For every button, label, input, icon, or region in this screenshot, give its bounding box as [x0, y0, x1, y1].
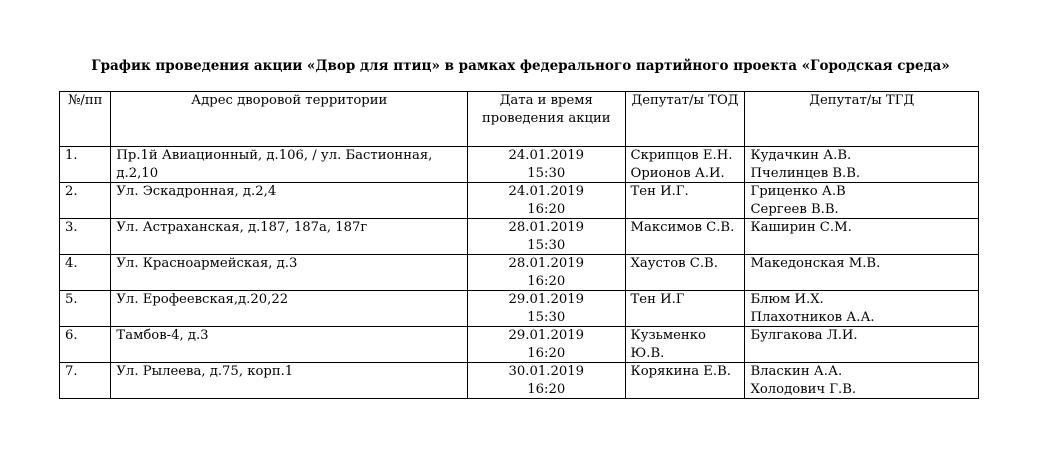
row-num: 7. [60, 363, 111, 399]
row-time: 15:30 [527, 237, 566, 253]
table-row [60, 363, 979, 399]
row-deputy-tod: Корякина Е.В. [630, 364, 731, 379]
row-deputy-tgd-2: Сергеев В.В. [750, 201, 839, 217]
schedule-table [59, 91, 979, 399]
table-row [60, 291, 979, 327]
row-date: 28.01.2019 [508, 220, 585, 235]
row-address: Ул. Красноармейская, д.3 [116, 256, 298, 271]
row-date: 28.01.2019 [508, 256, 585, 271]
table-row [60, 183, 979, 219]
header-deputy-tgd: Депутат/ы ТГД [745, 92, 979, 147]
row-time: 16:20 [527, 201, 566, 217]
header-address: Адрес дворовой территории [111, 92, 468, 147]
row-address: Ул. Рылеева, д.75, корп.1 [116, 364, 294, 379]
row-time: 16:20 [527, 273, 566, 289]
row-deputy-tod: Максимов С.В. [630, 220, 735, 235]
row-date: 30.01.2019 [508, 364, 585, 379]
row-num: 4. [60, 255, 111, 291]
header-datetime: Дата и время проведения акции [468, 92, 625, 147]
row-deputy-tod: Кузьменко Ю.В. [630, 328, 706, 361]
table-row [60, 219, 979, 255]
row-address: Ул. Эскадронная, д.2,4 [116, 184, 277, 199]
row-time: 15:30 [527, 165, 566, 181]
row-date: 29.01.2019 [508, 292, 585, 307]
row-address: Пр.1й Авиационный, д.106, / ул. Бастионная, д.2,10 [116, 148, 433, 181]
header-deputy-tod: Депутат/ы ТОД [625, 92, 745, 147]
row-time: 16:20 [527, 381, 566, 397]
row-num: 2. [60, 183, 111, 219]
row-deputy-tgd-2: Пчелинцев В.В. [750, 165, 861, 181]
row-deputy-tgd-1: Кудачкин А.В. [750, 148, 852, 163]
row-num: 1. [60, 147, 111, 183]
row-deputy-tgd-2: Плахотников А.А. [750, 309, 875, 325]
row-deputy-tgd-1: Македонская М.В. [750, 256, 881, 271]
row-deputy-tgd-1: Блюм И.Х. [750, 292, 824, 307]
row-date: 29.01.2019 [508, 328, 585, 343]
row-address: Ул. Астраханская, д.187, 187а, 187г [116, 220, 368, 235]
row-address: Тамбов-4, д.3 [116, 328, 209, 343]
row-deputy-tgd-1: Власкин А.А. [750, 364, 843, 379]
row-deputy-tod: Тен И.Г [630, 292, 685, 307]
row-num: 5. [60, 291, 111, 327]
row-num: 3. [60, 219, 111, 255]
row-deputy-tod: Хаустов С.В. [630, 256, 718, 271]
table-row [60, 147, 979, 183]
row-deputy-tgd-1: Булгакова Л.И. [750, 328, 858, 343]
row-deputy-tgd-2: Холодович Г.В. [750, 381, 857, 397]
header-num: №/пп [60, 92, 111, 147]
row-address: Ул. Ерофеевская,д.20,22 [116, 292, 289, 307]
table-row [60, 255, 979, 291]
row-time: 15:30 [527, 309, 566, 325]
row-date: 24.01.2019 [508, 148, 585, 163]
row-num: 6. [60, 327, 111, 363]
row-date: 24.01.2019 [508, 184, 585, 199]
row-deputy-tod: Скрипцов Е.Н. Орионов А.И. [630, 148, 733, 181]
table-row [60, 327, 979, 363]
row-time: 16:20 [527, 345, 566, 361]
row-deputy-tgd-1: Гриценко А.В [750, 184, 846, 199]
table-header-row [60, 92, 979, 147]
document-title: График проведения акции «Двор для птиц» в рамках федерального партийного проекта «Городская среда» [91, 58, 950, 74]
row-deputy-tod: Тен И.Г. [630, 184, 689, 199]
row-deputy-tgd-1: Каширин С.М. [750, 220, 852, 235]
